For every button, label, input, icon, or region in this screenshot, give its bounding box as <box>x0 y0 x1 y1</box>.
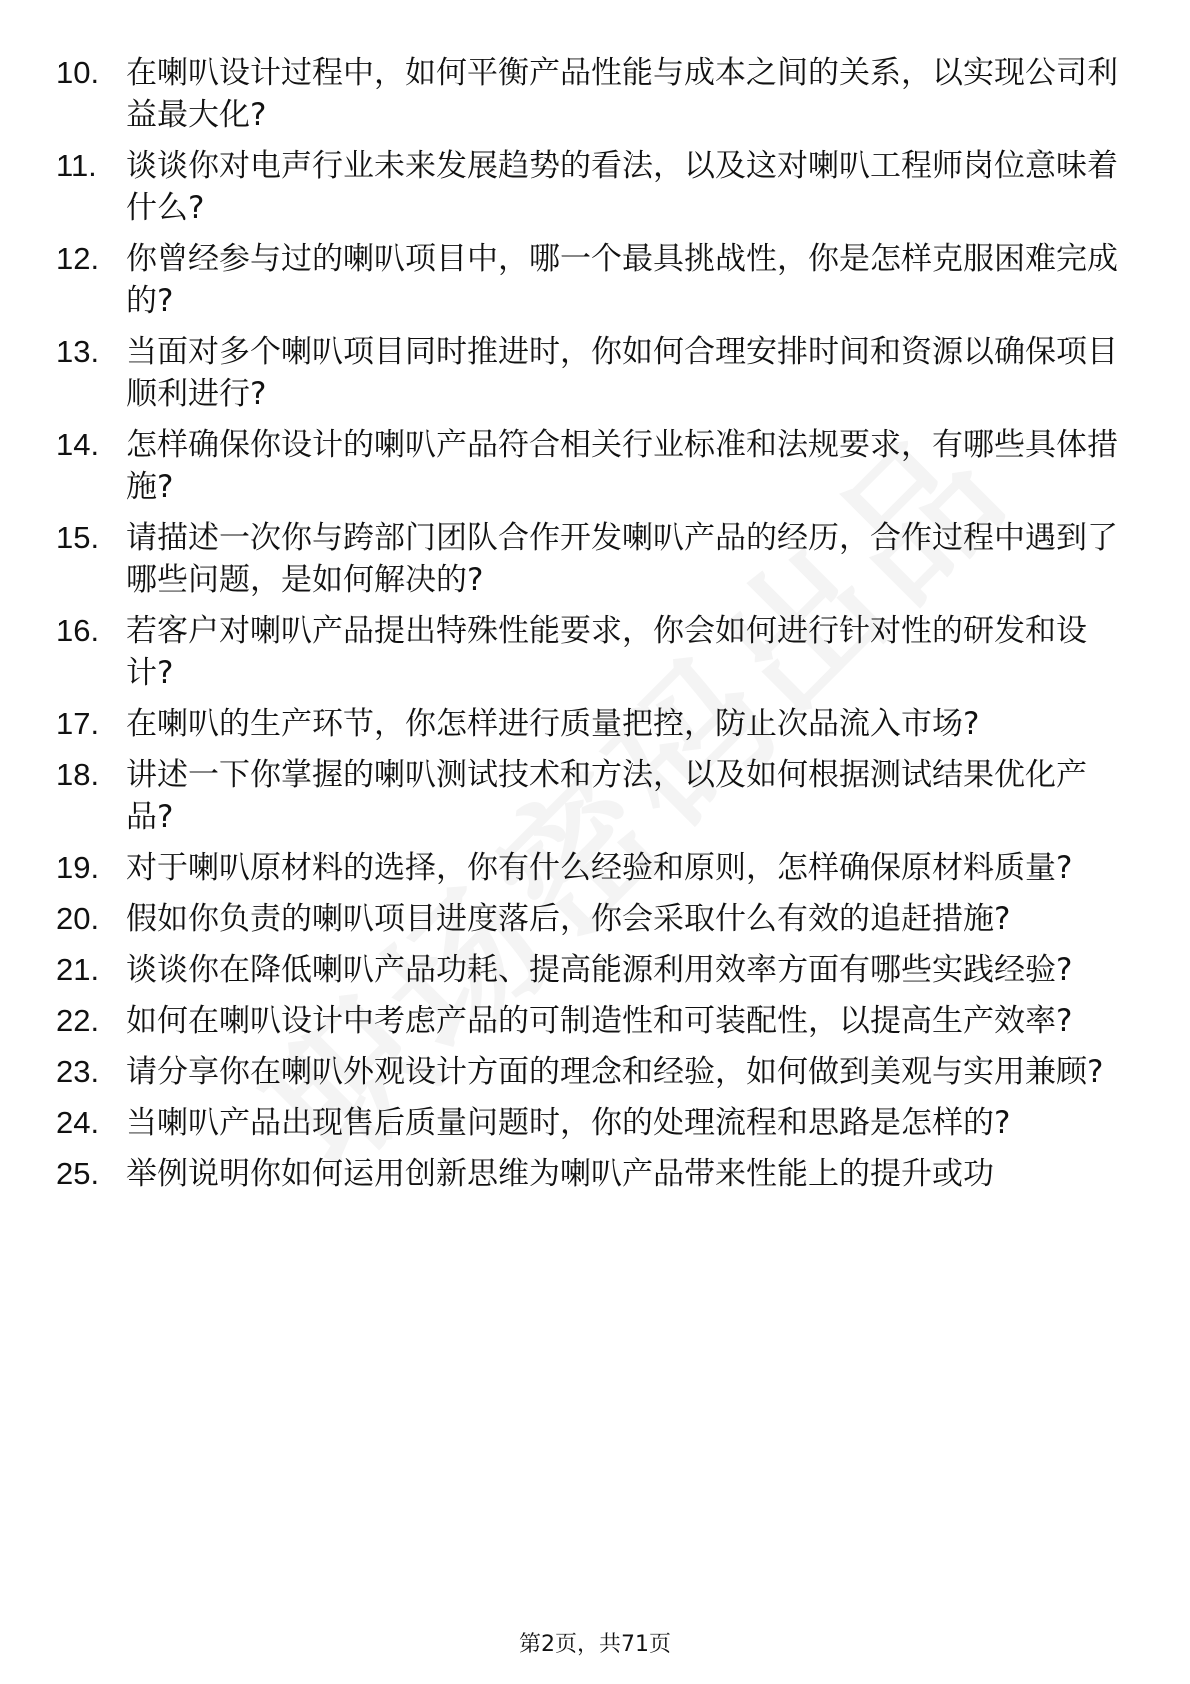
page-footer: 第2页，共71页 <box>519 1632 671 1657</box>
item-text: 如何在喇叭设计中考虑产品的可制造性和可装配性，以提高生产效率? <box>126 1003 1073 1039</box>
question-list <box>56 52 1136 1204</box>
list-item <box>56 898 1136 940</box>
item-number: 16. <box>56 613 100 648</box>
list-item <box>56 1102 1136 1144</box>
item-number: 19. <box>56 850 100 885</box>
item-number: 18. <box>56 757 100 792</box>
item-number: 17. <box>56 706 100 741</box>
item-number: 23. <box>56 1054 100 1089</box>
item-text: 怎样确保你设计的喇叭产品符合相关行业标准和法规要求，有哪些具体措施? <box>126 427 1118 505</box>
list-item <box>56 145 1136 229</box>
item-number: 12. <box>56 241 100 276</box>
item-text: 假如你负责的喇叭项目进度落后，你会采取什么有效的追赶措施? <box>126 901 1011 937</box>
item-number: 25. <box>56 1156 100 1191</box>
list-item <box>56 424 1136 508</box>
item-number: 21. <box>56 952 100 987</box>
item-number: 20. <box>56 901 100 936</box>
list-item <box>56 1000 1136 1042</box>
item-text: 在喇叭的生产环节，你怎样进行质量把控，防止次品流入市场? <box>126 706 980 742</box>
item-text: 请分享你在喇叭外观设计方面的理念和经验，如何做到美观与实用兼顾? <box>126 1054 1104 1090</box>
list-item <box>56 847 1136 889</box>
item-number: 10. <box>56 55 100 90</box>
item-text: 举例说明你如何运用创新思维为喇叭产品带来性能上的提升或功 <box>126 1156 994 1192</box>
item-text: 谈谈你在降低喇叭产品功耗、提高能源利用效率方面有哪些实践经验? <box>126 952 1073 988</box>
list-item <box>56 949 1136 991</box>
list-item <box>56 238 1136 322</box>
list-item <box>56 331 1136 415</box>
item-number: 24. <box>56 1105 100 1140</box>
item-text: 讲述一下你掌握的喇叭测试技术和方法，以及如何根据测试结果优化产品? <box>126 757 1087 835</box>
list-item <box>56 754 1136 838</box>
item-text: 当喇叭产品出现售后质量问题时，你的处理流程和思路是怎样的? <box>126 1105 1011 1141</box>
item-text: 若客户对喇叭产品提出特殊性能要求，你会如何进行针对性的研发和设计? <box>126 613 1087 691</box>
list-item <box>56 52 1136 136</box>
list-item <box>56 1153 1136 1195</box>
item-number: 13. <box>56 334 100 369</box>
item-text: 请描述一次你与跨部门团队合作开发喇叭产品的经历，合作过程中遇到了哪些问题，是如何解决的? <box>126 520 1118 598</box>
list-item <box>56 517 1136 601</box>
item-number: 15. <box>56 520 100 555</box>
list-item <box>56 703 1136 745</box>
item-text: 你曾经参与过的喇叭项目中，哪一个最具挑战性，你是怎样克服困难完成的? <box>126 241 1118 319</box>
list-item <box>56 610 1136 694</box>
item-number: 11. <box>56 148 97 183</box>
item-text: 对于喇叭原材料的选择，你有什么经验和原则，怎样确保原材料质量? <box>126 850 1073 886</box>
item-text: 当面对多个喇叭项目同时推进时，你如何合理安排时间和资源以确保项目顺利进行? <box>126 334 1118 412</box>
item-number: 22. <box>56 1003 100 1038</box>
item-text: 谈谈你对电声行业未来发展趋势的看法，以及这对喇叭工程师岗位意味着什么? <box>126 148 1118 226</box>
item-text: 在喇叭设计过程中，如何平衡产品性能与成本之间的关系，以实现公司利益最大化? <box>126 55 1118 133</box>
list-item <box>56 1051 1136 1093</box>
item-number: 14. <box>56 427 100 462</box>
